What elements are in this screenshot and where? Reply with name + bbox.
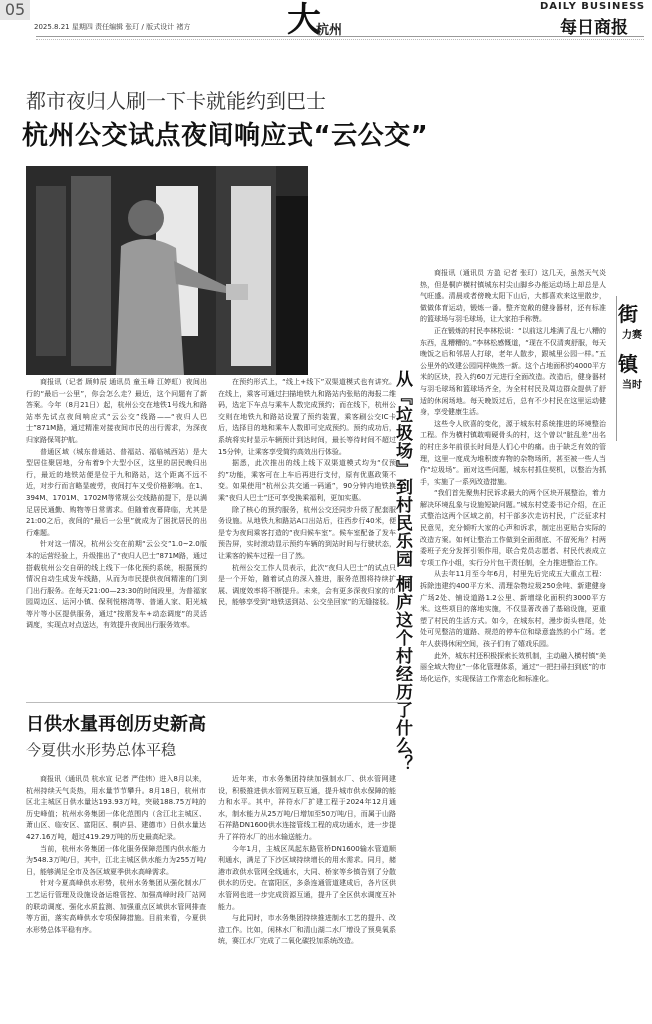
paragraph: “我们首先聚焦村民诉求最大的两个区块开展整治，着力解决环境乱象与设施短缺问题。”城东村党委书记介绍，在正式整治这两个区域之前，村干部多次走访村民，广泛征求村民意见，充分倾听大家的心声和诉求，制定出更贴合实际的改造方案。如何让整治工作做到全面彻底、不留死角？村两委班子充分发挥引领作用，联合党员志愿者、村民代表成立专项工作小组，实行分片包干责任制，全力推进整治工作。: [420, 489, 606, 567]
paragraph: 据悉，此次推出的线上线下双渠道模式均为“仅预约”功能，乘客可在上车后再进行支付，原有优惠政策不变。如果使用“杭州公共交通一码通”，90分钟内地铁换乘“夜归人巴士”还可享受换乘福利，更加实惠。: [218, 459, 396, 502]
header-dotted-rule: [36, 39, 644, 40]
paragraph: 今年1月，主城区凤起东路管桥DN1600输水管道顺利通水，满足了下沙区域持续增长的用水需求。同月，赭港市政供水管网全线通水，大同、桥家等乡镇告别了分散供水的历史。在富阳区，多条连通管道建成后，各片区供水管网也进一步完成资源互通，提升了全区供水调度互补能力。: [218, 844, 396, 911]
photo-icon: [26, 166, 308, 375]
feature-headline: 从『垃圾场』到村民乐园 桐庐这个村经历了什么？: [392, 370, 412, 773]
paragraph: 与此同时，市水务集团持续推进制水工艺的提升、改造工作。比如，闲林水厂和清山湖二水厂增设了预臭氧系统，赛江水厂完成了二氧化碳投加系统改造。: [218, 914, 396, 946]
brand-english: DAILY BUSINESS: [540, 1, 646, 12]
brand-chinese: 每日商报: [560, 18, 628, 38]
feature-column: [420, 268, 606, 1018]
paragraph: 此外，城东村还积极探索长效机制，主动融入横村镇“美丽全域大物业”一体化管理体系，通过“一把扫帚扫到底”的市场化运作，实现保洁工作常态化和标准化。: [420, 651, 606, 683]
paragraph: 商报讯（通讯员 杭水宣 记者 严佳炜）进入8月以来，杭州持续天气炎热，用水量节节攀升。8月18日，杭州市区北主城区日供水量达193.93万吨，突破188.75万吨的历史峰值；杭州水务集团一体化范围内（含江北主城区、萧山区、临安区、富阳区、桐庐县、建德市）日供水量达427.16万吨，超过419.29万吨的历史最高纪录。: [26, 775, 206, 841]
second-story-column-2: [218, 774, 396, 1014]
paragraph: 从去年11月至今年6月，村里先后完成五大重点工程：拆除违建约400平方米、清理杂物垃圾250余吨、新建健身广场2处、铺设道路1.2公里、新增绿化面积约3000平方米。这些项目的落地实施，不仅显著改善了基础设施，更重塑了村民的生活方式。如今，在城东村，漫步街头巷尾，处处可见整洁的道路、规范的停车位和绿意盎然的小广场。老年人获得休闲空间，孩子们有了嬉戏乐园。: [420, 570, 606, 648]
paragraph: 普通区域（城东普通站、普福站、福临城西站）是大型居住聚居地，分布着9个大型小区，这里的居民晚归出行，最近的地铁站便是位于九和路站，这个距离不远不近，对步行而言略显疲劳，夜间打车又受价格影响。在1、394M、1701M、1702M等常规公交线路前提下，是以满足居民通勤、购物等日常需求。但随着夜幕降临，尤其是21:00之后，夜间的“最后一公里”就成为了困扰居民的出行难题。: [26, 447, 207, 537]
main-story-column-2: [218, 377, 396, 679]
issue-meta: 2025.8.21 星期四 责任编辑 张玎 / 版式设计 褚方: [34, 23, 191, 31]
paragraph: 这些令人欣喜的变化，源于城东村系统推进的环境整治工程。作为横村镇敢啃硬骨头的村，这个曾以“脏乱差”出名的村庄多年前很长时间是人们心中的痛。由于缺乏有效的管理，这里一度成为堆积废弃物的杂物场所，甚至被一些人当作“垃圾场”。面对这些问题，城东村抓住契机，以整治为抓手，实施了一系列改造措施。: [420, 419, 606, 486]
column-badge-char: 当时: [622, 380, 642, 391]
paragraph: 近年来，市水务集团持续加强制水厂、供水管网建设，积极推进供水管网互联互通，提升城市供水保障的能力和水平。其中，祥符水厂扩建工程于2024年12月通水，制水能力从25万吨/日增加至50万吨/日，而属于山路石祥路DN1600供水连接管线工程的成功通水，进一步提升了祥符水厂的出水输送能力。: [218, 775, 396, 841]
paragraph: 针对这一情况，杭州公交在前期“云公交”1.0~2.0版本的运营经验上，升级推出了“夜归人巴士”871M路，通过搭载杭州公交自研的线上线下一体化预约系统，根据预约情况自动生成发车线路，从而为市民提供夜间精准的门到门出行服务。在每天21:00—23:30的时间段里，为普福家园周边区、运河小镇、保利悦榕湾等、普通人家、阳光城等片等小区提供服务，通过“按需发车+动态调度”的灵活调度，实现点对点送达，有效提升夜间出行服务效率。: [26, 540, 207, 630]
paragraph: 商报讯（通讯员 方盈 记者 张玎）这几天，虽然天气炎热，但是桐庐横村镇城东村尖山脚乡办能运动场上却总是人气旺盛。清晨或者傍晚太阳下山后，大都喜欢来这里散步，做做体育运动，锻炼一番。整齐宽敞的健身器材，还有标准的篮球场与羽毛球场，让大家拍手称赞。: [420, 269, 606, 324]
news-photo: [26, 166, 308, 375]
feature-title-block: [391, 370, 417, 790]
section-divider: [26, 702, 398, 703]
paragraph: 杭州公交工作人员表示，此次“夜归人巴士”的试点只是一个开始，随着试点的深入推进，服务范围将持续扩展、调度效率将不断提升。未来，会有更多深夜归家的市民，能够享受到“地铁送到站、公交坐回家”的无缝接驳。: [218, 563, 396, 607]
second-story-subhead: 今夏供水形势总体平稳: [26, 741, 177, 759]
story-headline: 杭州公交试点夜间响应式“云公交”: [22, 121, 429, 151]
paragraph: 在预约形式上，“线上+线下”双渠道模式也有讲究。在线上，乘客可通过扫描地铁九和路站内张贴的海报二维码，选定下车点与乘车人数完成预约；而在线下，杭州公交则在地铁九和路站设置了预约装置，乘客刷公交IC卡后，选择目的地和乘车人数即可完成预约。预约成功后，系统将实时显示车辆预计到达时间，最长等待时间不超过15分钟，让乘客享受简约高效出行体验。: [218, 378, 396, 456]
second-story-headline: 日供水量再创历史新高: [26, 714, 206, 735]
paragraph: 正在锻炼的村民李林松说：“以前这儿堆满了乱七八糟的东西，乱糟糟的。”李林松感慨道，“现在不仅清爽舒服，每天晚饭之后和邻居人打球，老年人散步，跟城里公园一样。”五公里外的改建公园同样焕然一新。这个占地面积约4000平方米的区块，投入约60万元进行全面改造。改造后，健身器材与羽毛球场和篮球场齐全，为全村村民及周边群众提供了舒适的休闲场地。每天晚饭过后，总有不少村民在这里运动健身，享受健康生活。: [420, 326, 606, 417]
second-story-column-1: [26, 774, 206, 1014]
paragraph: 商报讯（记者 顾帅辰 通讯员 童玉峰 江婷虹）夜间出行的“最后一公里”，你会怎么走？最近，这个问题有了新答案。今年（8月21日）起，杭州公交在地铁1号线九和路站率先试点夜间响应式“云公交”线路——“夜归人巴士”871M路，通过精准对接夜间市民的出行需求，为深夜归家路保驾护航。: [26, 378, 207, 444]
main-story-column-1: [26, 377, 207, 679]
column-badge-char: 街: [618, 302, 638, 326]
paragraph: 当前，杭州水务集团一体化服务保障范围内供水能力为548.3万吨/日，其中，江北主城区供水能力为255万吨/日，能够满足全市及各区域夏季供水高峰需求。: [26, 844, 206, 876]
section-name: 杭州: [316, 23, 343, 38]
paragraph: 除了核心的预约服务，杭州公交还同步升级了配套服务设施。从地铁九和路站A口出站后，往西步行40米，便是专为夜间乘客打造的“夜归候车室”。候车室配备了发车预告屏，实时滚动显示预约车辆的到站时间与行驶状态，让乘客的候车过程一目了然。: [218, 505, 396, 560]
column-badge-char: 力赛: [622, 330, 642, 341]
page-number: 05: [0, 0, 30, 20]
section-logo-big: 大: [287, 0, 321, 40]
column-badge-char: 镇: [618, 352, 638, 376]
story-kicker: 都市夜归人刷一下卡就能约到巴士: [26, 89, 326, 113]
column-badge: [612, 298, 646, 438]
paragraph: 针对今夏高峰供水形势，杭州水务集团从强化制水厂工艺运行管理及设施设备运维管控、加强高峰时段厂站网的联动调度、强化水质监测、加强重点区域供水管网排查等方面，落实高峰供水专项保障措施。目前来看，今夏供水形势总体平稳有序。: [26, 879, 206, 934]
